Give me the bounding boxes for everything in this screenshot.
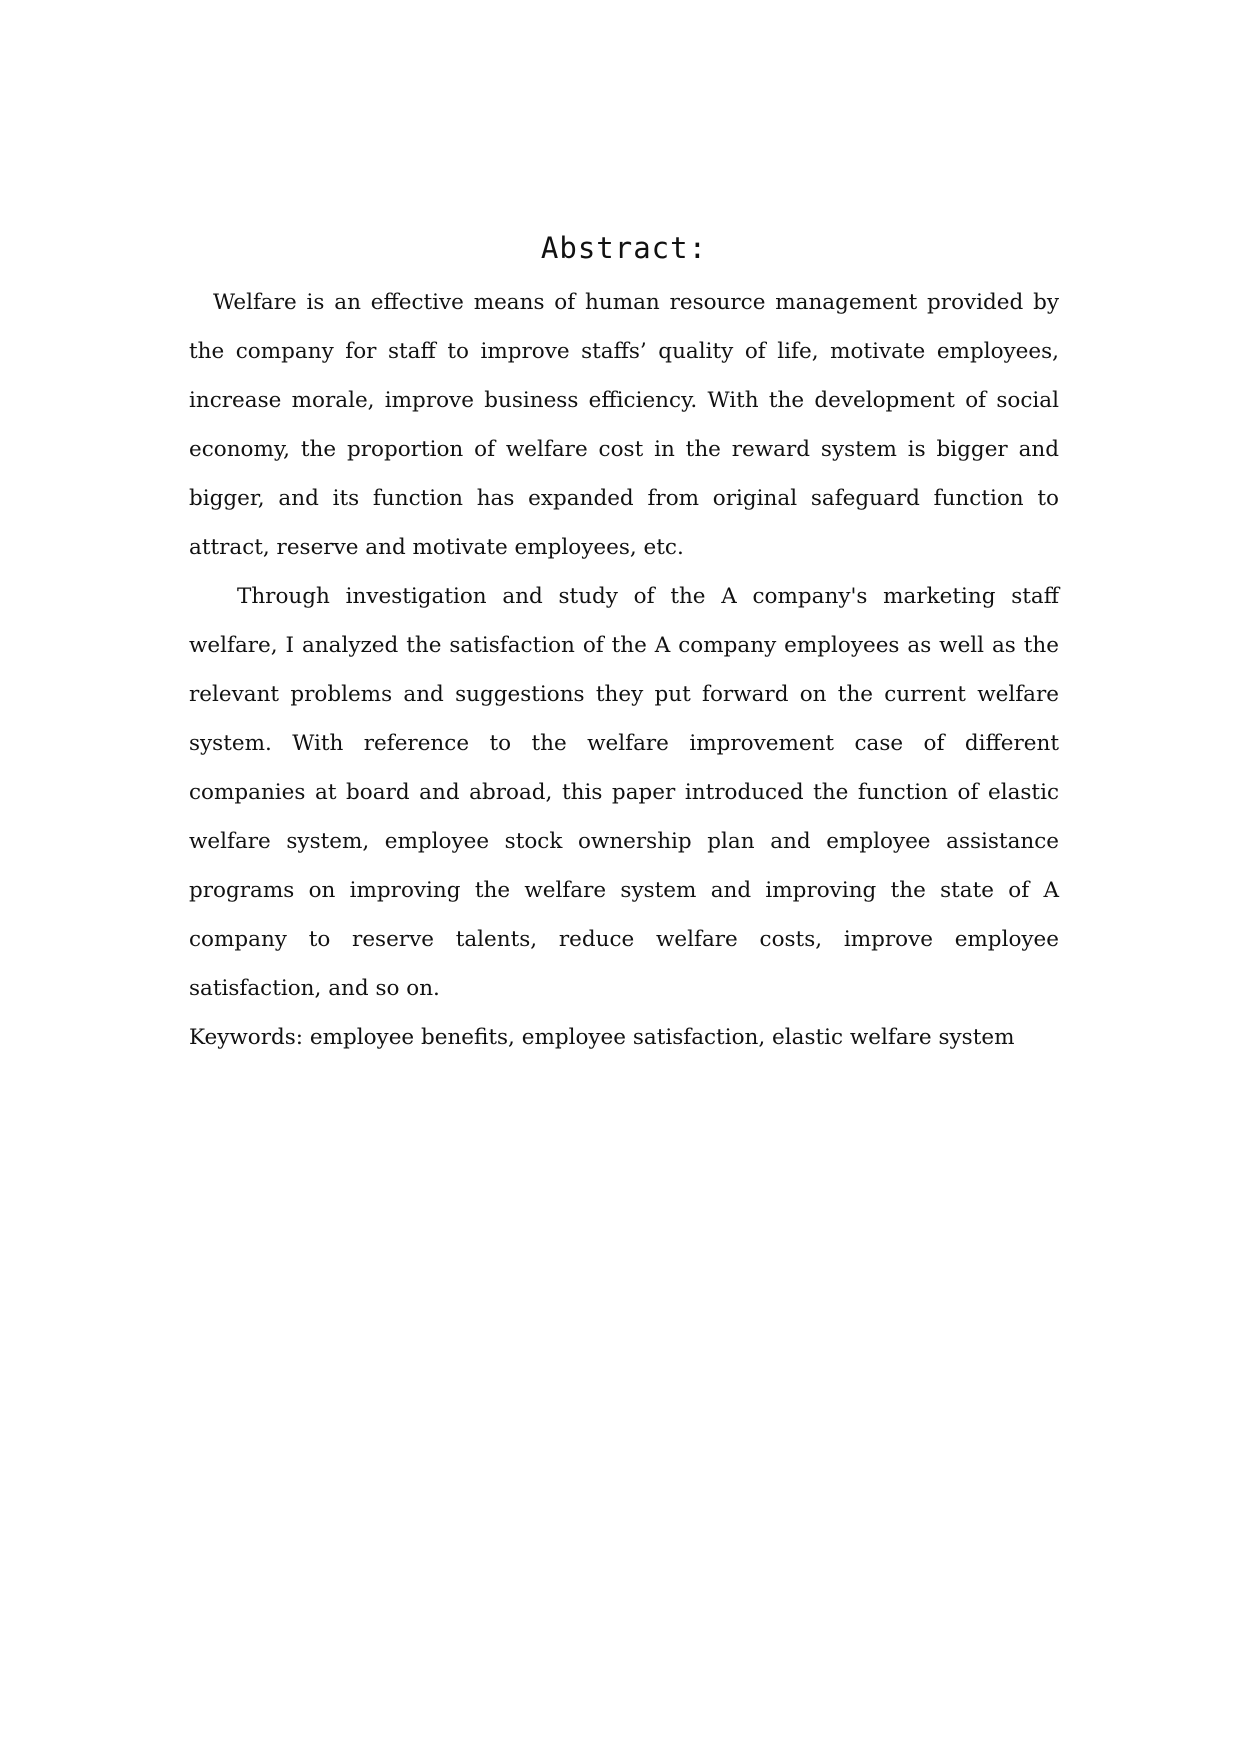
abstract-title: Abstract: — [540, 231, 708, 265]
abstract-section — [189, 228, 1059, 1062]
keywords-line: Keywords: employee benefits, employee satisfaction, elastic welfare system — [189, 1025, 1015, 1050]
abstract-paragraph-1: Welfare is an effective means of human resource management provided by the company for staff to improve staffs’ quality of life, motivate employees, increase morale, improve business efficiency. With the development of social economy, the proportion of welfare cost in the reward system is bigger and bigger, and its function has expanded from original safeguard function to attract, reserve and motivate employees, etc. — [189, 290, 1059, 560]
abstract-paragraph-2: Through investigation and study of the A company's marketing staff welfare, I analyzed the satisfaction of the A company employees as well as the relevant problems and suggestions they put forward on the current welfare system. With reference to the welfare improvement case of different companies at board and abroad, this paper introduced the function of elastic welfare system, employee stock ownership plan and employee assistance programs on improving the welfare system and improving the state of A company to reserve talents, reduce welfare costs, improve employee satisfaction, and so on. — [189, 584, 1059, 1001]
